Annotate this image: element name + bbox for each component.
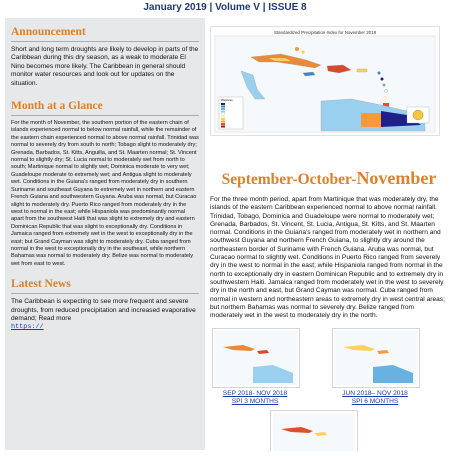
spi-3-month-line2[interactable]: SPI 3 MONTHS [231,397,279,405]
spi-6-month-link[interactable] [325,390,425,405]
spi-6-month-line1[interactable]: JUN 2018– NOV 2018 [342,390,408,397]
spi-additional-thumbnail[interactable] [270,410,358,451]
left-sidebar [5,18,205,450]
thumbnail-map-icon [213,329,299,387]
section-text: For the three month period, apart from Martinique that was moderately dry, the islands of the eastern Caribbean experienced normal to above normal rainfall. Trinidad, Tobago, Dominica and Guadeloupe were normal to moderately wet; Grenada, Barbados, St. Vincent, St. Lucia, Antigua, St. Kitts, and St. Maarten normal. Conditions in the Guiana's ranged from moderately wet in northern and southwest Guyana and northern French Guiana, to slightly dry around the northeastern border of Suriname with French Guiana. Aruba was normal, but Curacao normal to slightly wet. Conditions in Puerto Rico ranged from severely dry in the west to normal in the east; while Hispaniola ranged from normal in the north to exceptionally dry in eastern Dominican Republic and to extremely dry in southwestern Haiti. Jamaica ranged from moderately wet in the west to severely dry in the north and east, but Grand Cayman was normal. Cuba ranged from normal in western and northeastern areas to extremely dry in west central areas; but northern Bahamas was normal to severely dry. Belize ranged from moderately wet in the west to moderately dry in the north. [210,196,445,320]
spi-3-month-link[interactable] [205,390,305,405]
spi-3-month-thumbnail[interactable] [212,328,300,388]
section-title-part2: November [356,168,437,188]
thumbnail-map-icon [271,411,357,451]
spi-6-month-thumbnail[interactable] [332,328,420,388]
latest-news-title: Latest News [11,278,71,291]
month-at-a-glance-text: For the month of November, the southern portion of the eastern chain of islands experienced normal to below normal rainfall, while the remainder of the eastern chain experienced normal to above normal rainfall. Trinidad was normal to severely dry from south to north; Tobago slight to moderately dry; Grenada, Barbados, St. Kitts, Anguilla, and St. Maarten normal; St. Vincent normal to slightly dry; St. Lucia normal to moderately wet from north to south; Martinique normal to slightly wet; Dominica moderate to very wet; Guadeloupe moderate to extremely wet; and Antigua slight to moderately wet. Conditions in the Guiana's ranged from moderately dry in southern Suriname and southeast Guyana to extremely wet in northern and eastern French Guiana and southwestern Guyana. Aruba was normal, but Curacao slight to moderately dry. Puerto Rico ranged from moderately dry in the west to normal in the east; while Hispaniola was predominantly normal apart from the southwest Haiti that was slight to extremely dry and eastern Dominican Republic that was slight to exceptionally dry. Conditions in Jamaica ranged from extremely wet in the west to exceptionally dry in the east; but Grand Cayman was slight to moderately dry. Cuba ranged from normal in the west to exceptionally dry in the southeast, while northern Bahamas was normal to moderately dry. Belize was normal to moderately wet from east to west. [11,120,199,267]
month-at-a-glance-title: Month at a Glance [11,100,103,113]
map-title: Standardized Precipitation Index for November 2018 [273,30,377,35]
issue-header: January 2019 | Volume V | ISSUE 8 [143,2,307,13]
main-content [210,18,448,450]
latest-news-body: The Caribbean is expecting to see more frequent and severe droughts, from reduced precipitation and increased evaporative demand; Read more [11,298,196,322]
thumbnail-map-icon [333,329,419,387]
spi-6-month-line2[interactable]: SPI 6 MONTHS [351,397,399,405]
section-title-part1: September-October- [221,171,357,188]
spi-3-month-line1[interactable]: SEP 2018- NOV 2018 [222,390,288,397]
announcement-text: Short and long term droughts are likely to develop in parts of the Caribbean during this dry season, as a weak to moderate El Nino becomes more likely. The Caribbean in general should monitor water resources and look out for updates on the situation. [11,46,199,87]
section-title [210,168,448,189]
latest-news-text [5,294,205,332]
legend-title: Wetness [221,98,233,102]
latest-news-link[interactable]: https:// [11,323,44,332]
spi-map [210,26,440,136]
announcement-title: Announcement [11,26,86,38]
caribbean-map-graphic [211,27,439,135]
